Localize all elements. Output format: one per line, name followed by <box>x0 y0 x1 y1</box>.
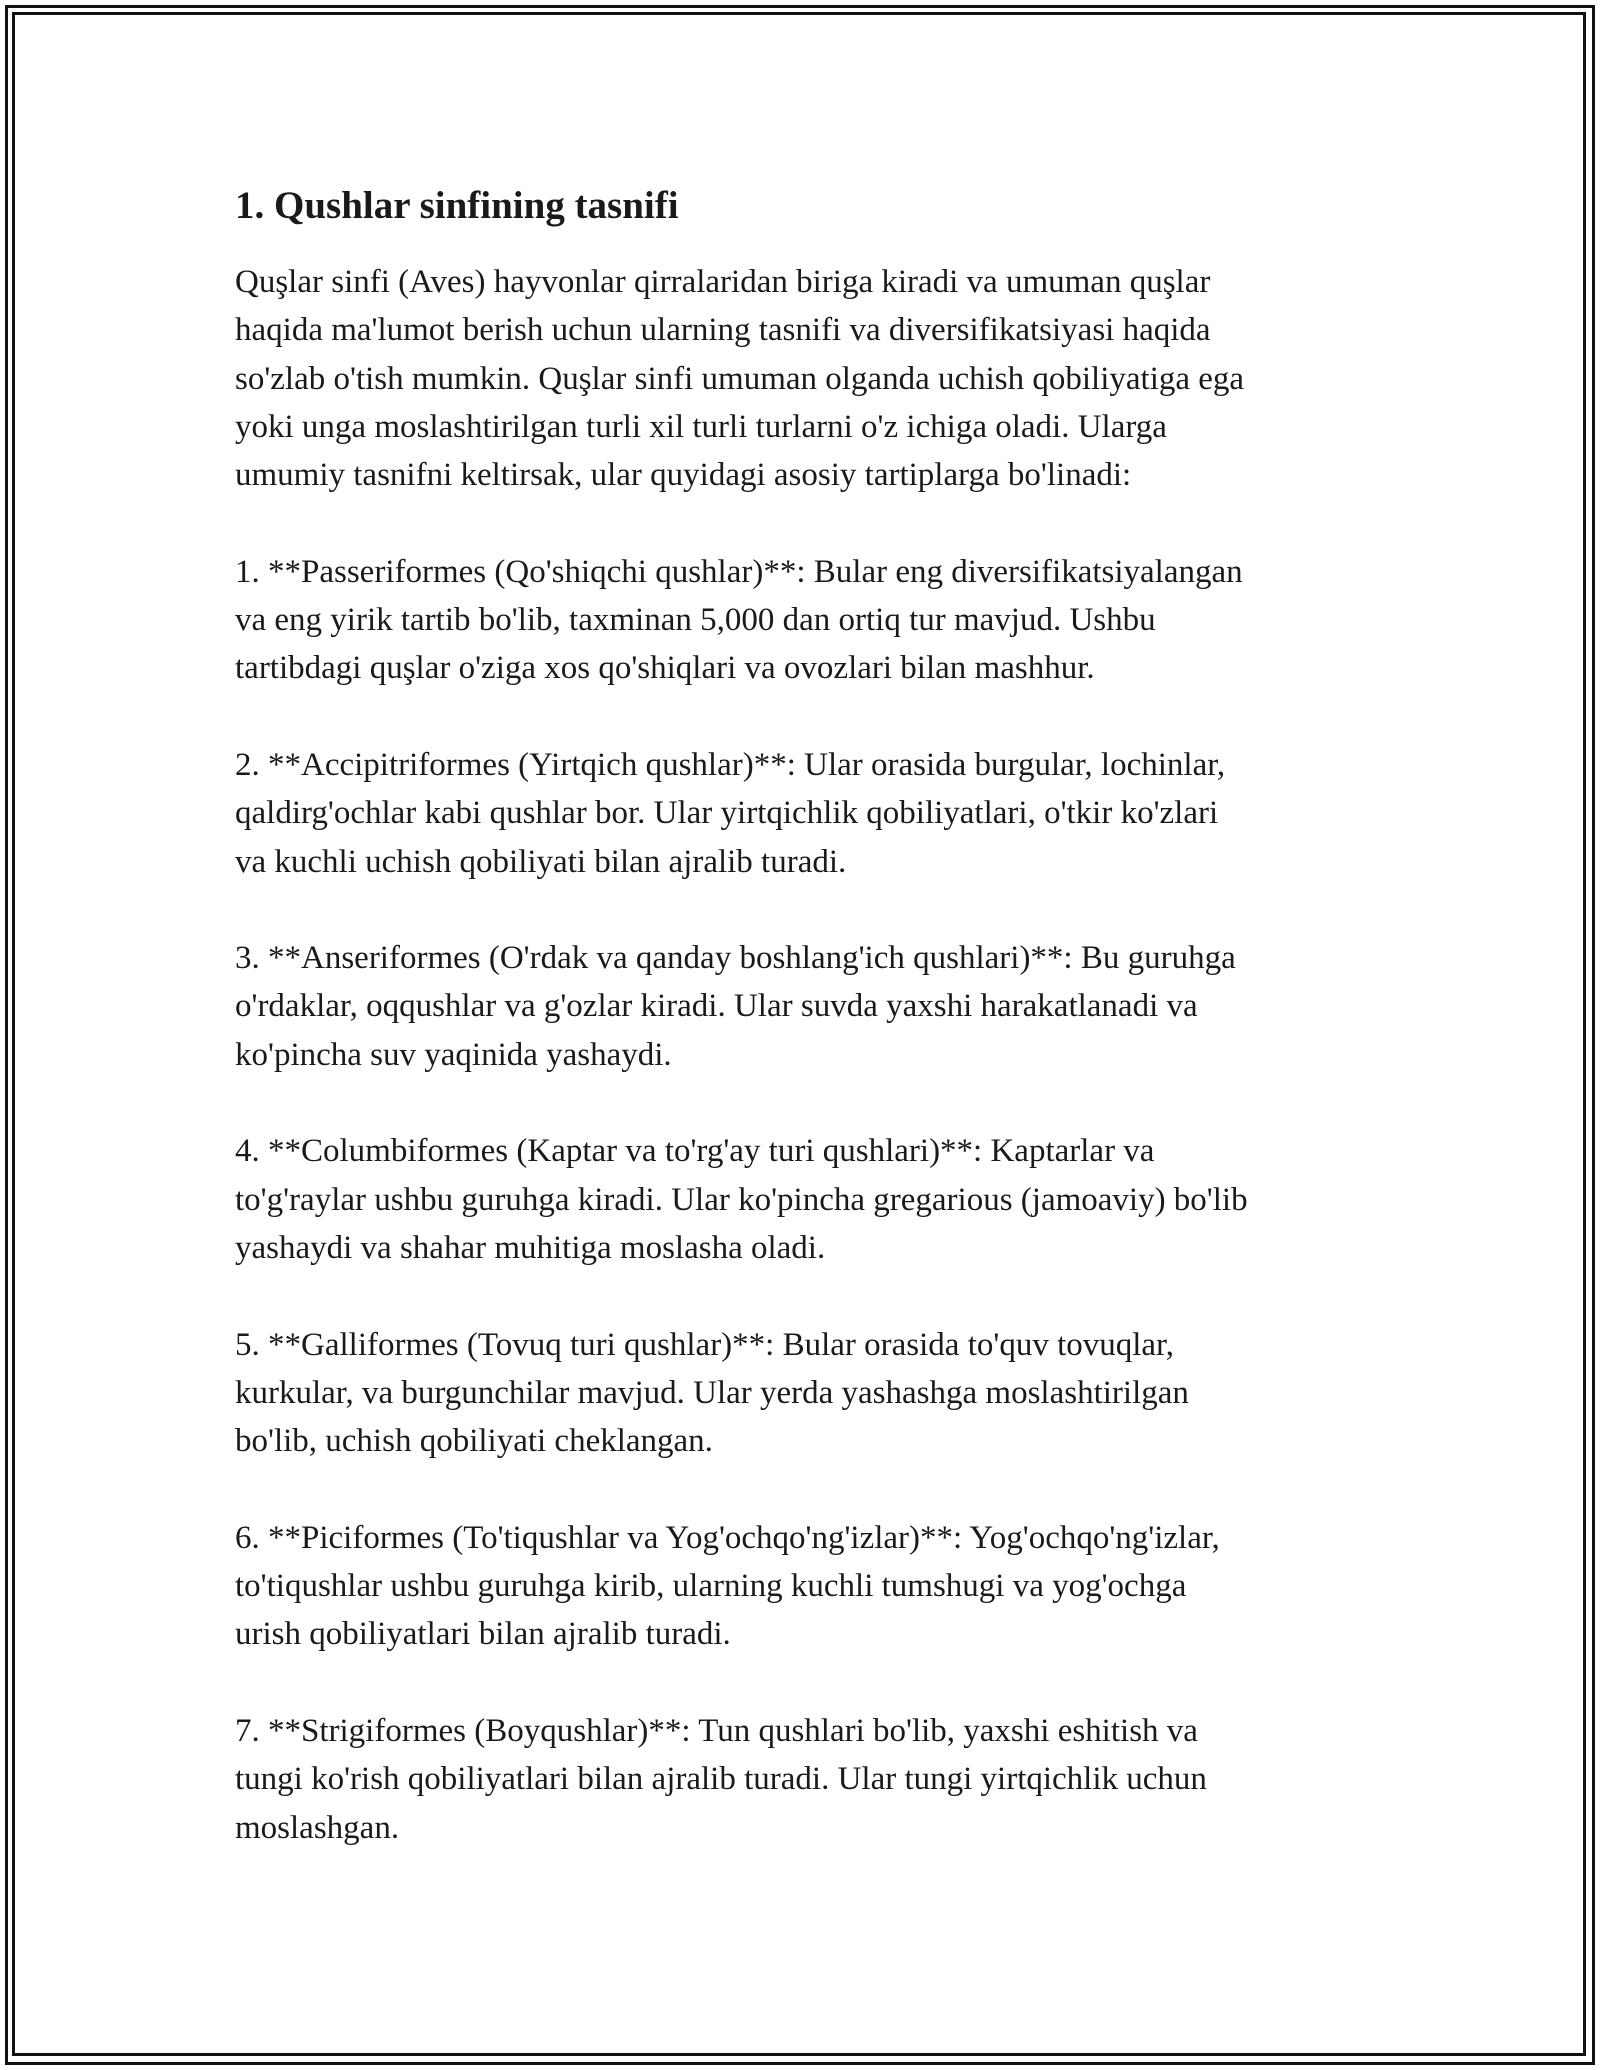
text-line: 5. **Galliformes (Tovuq turi qushlar)**: Bular orasida to'quv tovuqlar, <box>235 1326 1174 1363</box>
list-item-piciformes <box>235 1514 1385 1659</box>
text-line: yoki unga moslashtirilgan turli xil turli turlarni o'z ichiga oladi. Ularga <box>235 408 1167 445</box>
text-line: urish qobiliyatlari bilan ajralib turadi. <box>235 1616 731 1653</box>
text-line: yashaydi va shahar muhitiga moslasha oladi. <box>235 1229 826 1266</box>
text-line: 6. **Piciformes (To'tiqushlar va Yog'ochqo'ng'izlar)**: Yog'ochqo'ng'izlar, <box>235 1519 1220 1556</box>
text-line: tungi ko'rish qobiliyatlari bilan ajralib turadi. Ular tungi yirtqichlik uchun <box>235 1761 1207 1798</box>
list-item-strigiformes <box>235 1707 1385 1852</box>
text-line: Quşlar sinfi (Aves) hayvonlar qirralaridan biriga kiradi va umuman quşlar <box>235 264 1211 300</box>
text-line: 2. **Accipitriformes (Yirtqich qushlar)**: Ular orasida burgular, lochinlar, <box>235 746 1226 783</box>
document-title: 1. Qushlar sinfining tasnifi <box>235 184 679 227</box>
text-line: moslashgan. <box>235 1809 400 1846</box>
text-line: to'g'raylar ushbu guruhga kiradi. Ular ko'pincha gregarious (jamoaviy) bo'lib <box>235 1181 1248 1218</box>
text-line: umumiy tasnifni keltirsak, ular quyidagi asosiy tartiplarga bo'linadi: <box>235 457 1132 494</box>
list-item-columbiformes <box>235 1127 1385 1272</box>
list-item-anseriformes <box>235 934 1385 1079</box>
list-item-accipitriformes <box>235 741 1385 886</box>
text-line: 4. **Columbiformes (Kaptar va to'rg'ay turi qushlari)**: Kaptarlar va <box>235 1133 1155 1170</box>
text-line: va eng yirik tartib bo'lib, taxminan 5,000 dan ortiq tur mavjud. Ushbu <box>235 602 1156 639</box>
text-line: qaldirg'ochlar kabi qushlar bor. Ular yirtqichlik qobiliyatlari, o'tkir ko'zlari <box>235 795 1219 832</box>
text-line: kurkular, va burgunchilar mavjud. Ular yerda yashashga moslashtirilgan <box>235 1374 1189 1411</box>
list-item-galliformes <box>235 1321 1385 1466</box>
intro-paragraph <box>235 258 1385 499</box>
text-line: so'zlab o'tish mumkin. Quşlar sinfi umuman olganda uchish qobiliyatiga ega <box>235 360 1245 397</box>
text-line: 7. **Strigiformes (Boyqushlar)**: Tun qushlari bo'lib, yaxshi eshitish va <box>235 1712 1198 1749</box>
document-body <box>235 180 1385 1900</box>
text-line: tartibdagi quşlar o'ziga xos qo'shiqlari va ovozlari bilan mashhur. <box>235 650 1095 687</box>
text-line: 3. **Anseriformes (O'rdak va qanday boshlang'ich qushlari)**: Bu guruhga <box>235 940 1236 977</box>
text-line: bo'lib, uchish qobiliyati cheklangan. <box>235 1423 713 1460</box>
text-line: to'tiqushlar ushbu guruhga kirib, ularning kuchli tumshugi va yog'ochga <box>235 1568 1187 1605</box>
text-line: ko'pincha suv yaqinida yashaydi. <box>235 1036 672 1073</box>
text-line: haqida ma'lumot berish uchun ularning tasnifi va diversifikatsiyasi haqida <box>235 312 1211 349</box>
text-line: va kuchli uchish qobiliyati bilan ajralib turadi. <box>235 843 847 880</box>
text-line: o'rdaklar, oqqushlar va g'ozlar kiradi. Ular suvda yaxshi harakatlanadi va <box>235 988 1198 1025</box>
text-line: 1. **Passeriformes (Qo'shiqchi qushlar)**: Bular eng diversifikatsiyalangan <box>235 553 1243 590</box>
list-item-passeriformes <box>235 548 1385 693</box>
